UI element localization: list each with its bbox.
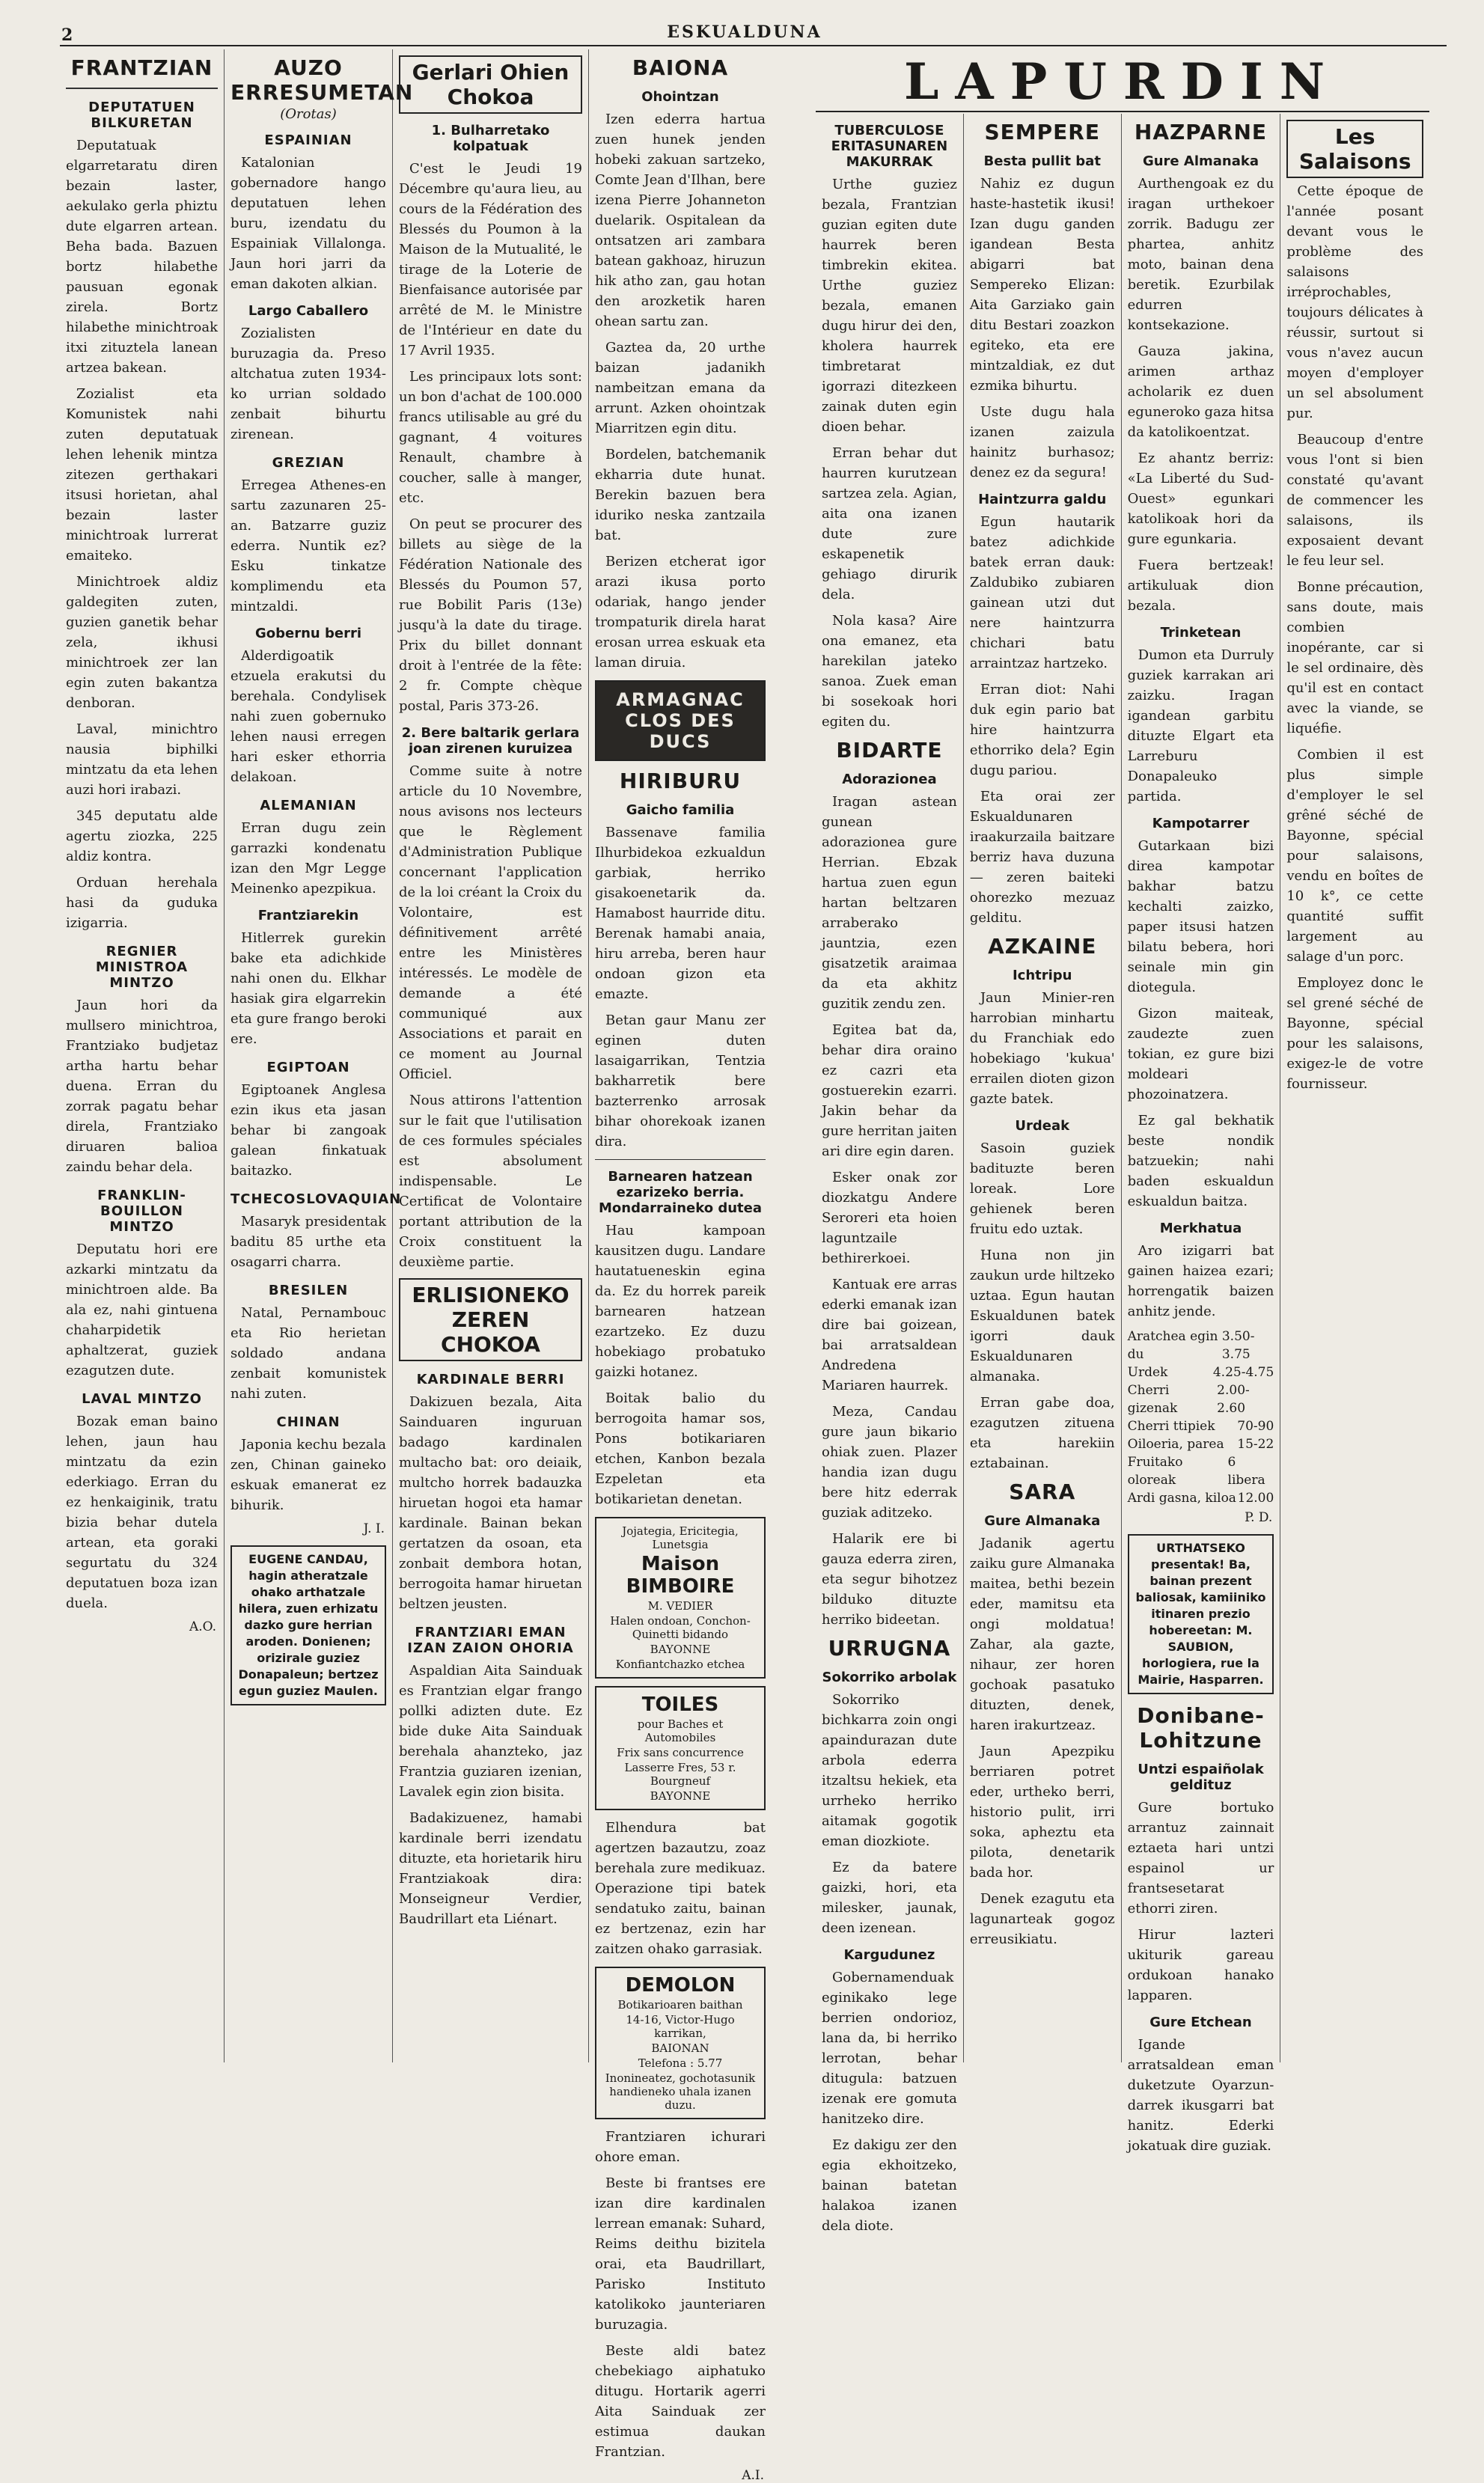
section-heading: BAIONA (632, 55, 729, 80)
paragraph: Gaztea da, 20 urthe baizan jadanikh nambeitzan emana da arrunt. Azken ohointzak Miarritzen egin ditu. (595, 340, 766, 436)
column-subtitle: (Orotas) (280, 106, 337, 122)
subheading: Gaicho familia (626, 802, 735, 818)
column-title: AUZO ERRESUMETAN (230, 55, 414, 105)
paragraph: Erran dugu zein garrazki kondenatu izan den Mgr Legge Meinenko apezpikua. (230, 820, 386, 897)
paragraph: Aspaldian Aita Sainduak es Frantzian elgar frango pollki adizten dute. Ez bide duke Aita Sainduak berehala ahanzteko, jaz Frantzia guziaren izenian, Lavalek egin zion bisita. (399, 1663, 582, 1800)
price-row (1128, 1453, 1274, 1489)
paragraph: Orduan herehala hasi da guduka izigarria. (66, 875, 218, 931)
price-item: Cherri gizenak (1127, 1383, 1178, 1416)
paragraph: Katalonian gobernadore hango deputatuen lehen buru, izendatu du Espainiak Villalonga. Jaun hori jarri da eman dakoten alkian. (230, 155, 386, 292)
bimboire-advertisement (595, 1517, 766, 1679)
section-heading: HIRIBURU (619, 769, 742, 793)
subheading: Frantziarekin (257, 908, 359, 923)
paragraph: Beaucoup d'entre vous l'ont si bien constaté qu'avant de commencer les salaisons, ils exposaient devant le feu leur sel. (1286, 432, 1423, 569)
section-heading: 2. Bere baltarik gerlara joan zirenen kuruizea (401, 725, 580, 757)
ad-line: TOILES (641, 1693, 719, 1716)
subheading: Adorazionea (842, 772, 937, 787)
section-heading: BRESILEN (268, 1283, 349, 1298)
section-heading: FRANTZIARI EMAN IZAN ZAION OHORIA (407, 1625, 574, 1656)
paragraph: Masaryk presidentak baditu 85 urthe eta osagarri charra. (230, 1214, 386, 1270)
paragraph: Erran gabe doa, ezagutzen zituena eta harekiin eztabainan. (969, 1395, 1115, 1471)
paragraph: Jaun Minier-ren harrobian minhartu du Franchiak edo hobekiago 'kukua' errailen dioten gizon gazte batek. (969, 990, 1115, 1107)
paragraph: Nahiz ez dugun haste-hastetik ikusi! Izan dugu ganden igandean Besta abigarri bat Sempereko Elizan: Aita Garziako gain ditu Bestari zoazkon egiteko, eta ere mintzaldiak, ez dut ezmika bihurtu. (969, 176, 1115, 394)
paragraph: Boitak balio du berrogoita hamar sos, Pons botikariaren etchen, Kanbon bezala Ezpeletan eta botikarietan denetan. (595, 1390, 766, 1507)
paragraph: 345 deputatu alde agertu ziozka, 225 aldiz kontra. (66, 808, 218, 864)
paragraph: Zozialist eta Komunistek nahi zuten deputatuak lehen lehenik mintza zitezen gerthakari itsusi horietan, ahal bezain laster minichtroak lurrerat emaiteko. (66, 386, 218, 564)
price-row (1128, 1417, 1274, 1435)
section-heading: Donibane-Lohitzune (1137, 1703, 1265, 1753)
ad-line: 14-16, Victor-Hugo karrikan, (626, 2013, 735, 2040)
section-heading: SARA (1009, 1479, 1076, 1504)
paragraph: Huna non jin zaukun urde hiltzeko uztaa. Egun hautan Eskualdunen batek igorri dauk Eskualdunaren almanaka. (969, 1247, 1115, 1384)
price-value: 70-90 (1237, 1419, 1274, 1434)
section-heading: Les Salaisons (1286, 120, 1423, 178)
paragraph: Nous attirons l'attention sur le fait que l'utilisation de ces formules spéciales est absolument indispensable. Le Certificat de Volontaire portant attribution de la Croix constituent la deuxième partie. (399, 1093, 582, 1270)
price-value: 12.00 (1237, 1491, 1274, 1506)
paragraph: Alderdigoatik etzuela erakutsi du berehala. Condylisek nahi zuen gobernuko lehen nausi erregen hari esker ethorria delakoan. (230, 648, 386, 785)
column-tuberculose (816, 114, 964, 2234)
paragraph: Egiptoanek Anglesa ezin ikus eta jasan behar bi zangoak galean finkatuak baitazko. (230, 1082, 386, 1179)
paragraph: Bassenave familia Ilhurbidekoa ezkualdun garbiak, herriko gisakoenetarik da. Hamabost haurride ditu. Berenak hamabi anaia, hiru arreba, beren haur ondoan gizon eta emazte. (595, 825, 766, 1002)
column-salaisons (1280, 114, 1429, 2062)
paragraph: C'est le Jeudi 19 Décembre qu'aura lieu, au cours de la Fédération des Blessés du Poumon à la Maison de la Mutualité, le tirage de la Loterie de Bienfaisance autorisée par arrêté de M. le Ministre de l'Intérieur en date du 17 Avril 1935. (399, 161, 582, 358)
column-sempere (964, 114, 1122, 2062)
ad-line: Frix sans concurrence (617, 1746, 744, 1759)
signature: J. I. (363, 1521, 385, 1536)
section-heading: URRUGNA (828, 1636, 951, 1661)
paragraph: Urthe guziez bezala, Frantzian guzian egiten dute haurrek beren timbrekin ekitea. Urthe guziez bezala, emanen dugu hirur dei den, kholera haurrek timbretarat igorrazi ditezkeen zainak duten egin dioen behar. (822, 177, 957, 435)
paragraph: Aro izigarri bat gainen haizea ezari; horrengatik baizen anhitz jende. (1127, 1243, 1274, 1319)
price-value: 6 libera (1227, 1455, 1265, 1488)
price-value: 4.25-4.75 (1212, 1365, 1274, 1380)
price-item: Oiloeria, parea (1127, 1437, 1224, 1452)
paragraph: Laval, minichtro nausia biphilki mintzatu da eta lehen auzi hori irabazi. (66, 721, 218, 798)
section-heading: SEMPERE (984, 120, 1100, 144)
subheading: Urdeak (1015, 1118, 1070, 1134)
column-title: Gerlari Ohien Chokoa (399, 55, 582, 114)
ad-line: pour Baches et Automobiles (637, 1717, 724, 1744)
section-heading: FRANKLIN-BOUILLON MINTZO (97, 1188, 186, 1235)
section-heading: DEPUTATUEN BILKURETAN (88, 100, 195, 131)
paragraph: Egun hautarik batez adichkide batek erran dauk: Zaldubiko zubiaren gainean utzi dut nere haintzurra chichari batu arraintzaz hartzeko. (969, 514, 1115, 671)
paragraph: Badakizuenez, hamabi kardinale berri izendatu dituzte, eta horietarik hiru Frantziakoak dira: Monseigneur Verdier, Baudrillart eta Liénart. (399, 1810, 582, 1927)
paragraph: Dumon eta Durruly guziek karrakan ari zaizku. Iragan igandean garbitu dituzte Elgart eta Larreburu Donapaleuko partida. (1127, 647, 1274, 804)
subheading: Gure Almanaka (984, 1513, 1101, 1529)
section-heading: 1. Bulharretako kolpatuak (431, 123, 550, 154)
paragraph: Natal, Pernambouc eta Rio herietan soldado andana zenbait komunistek nahi zuten. (230, 1305, 386, 1402)
paragraph: Beste aldi batez chebekiago aiphatuko ditugu. Hortarik agerri Aita Sainduak zer estimua daukan Frantzian. (595, 2343, 766, 2460)
column-baiona (589, 49, 772, 2483)
paragraph: Dakizuen bezala, Aita Sainduaren inguruan badago kardinalen multacho bat: oro deiaik, multcho horrek badauzka hiruetan hogoi eta hamar kardinale. Bainan bekan gertatzen da osoan, eta zonbait dembora hotan, berrogoita hamar hiruetan beltzen jeusten. (399, 1394, 582, 1612)
section-heading: EGIPTOAN (266, 1060, 350, 1075)
header-rule (60, 45, 1447, 46)
subheading: Merkhatua (1159, 1221, 1242, 1236)
ad-line: Jojategia, Ericitegia, Lunetsgia (622, 1524, 739, 1551)
armagnac-advertisement: ARMAGNAC CLOS DES DUCS (595, 680, 766, 761)
paragraph: Halarik ere bi gauza ederra ziren, eta segur bihotzez bilduko dituzte herriko bideetan. (822, 1531, 957, 1628)
subheading: Untzi espaiñolak geldituz (1138, 1762, 1264, 1793)
column-auzo-erresumetan (225, 49, 414, 2062)
paragraph: Comme suite à notre article du 10 Novembre, nous avisons nos lecteurs que le Règlement d'Administration Publique concernant l'application de la loi créant la Croix du Volontaire, est définitivement arrêté entre les Ministères intéressés. Le modèle de demande a été communiqué aux Associations et parait en ce moment au Journal Officiel. (399, 763, 582, 1082)
paragraph: Izen ederra hartua zuen hunek jenden hobeki zakuan sartzeko, Comte Jean d'Ilhan, bere izena Pierre Johanneton duelarik. Ospitalean da ontsatzen ari zambara batean gakhoaz, hiruzun hik atho zan, gau hotan den arozketik haren ohean sartu zan. (595, 112, 766, 329)
paragraph: Frantziaren ichurari ohore eman. (595, 2129, 766, 2165)
price-value: 3.50-3.75 (1221, 1329, 1255, 1362)
subheading: Gobernu berri (254, 626, 362, 641)
paragraph: Gobernamenduak eginikako lege berrien ondorioz, lana da, bi herriko lerrotan, behar ditugula: batzuen izenak ere gomuta hanitzeko dire. (822, 1970, 957, 2127)
ad-line: Botikarioaren baithan (617, 1998, 743, 2012)
column-hazparne (1122, 114, 1281, 2154)
lapurdin-banner: LAPURDIN (816, 52, 1429, 112)
section-heading: CHINAN (276, 1414, 341, 1430)
paragraph: Ez dakigu zer den egia ekhoitzeko, bainan batetan halakoa izanen dela diote. (822, 2137, 957, 2234)
ad-line: BAYONNE (650, 1789, 711, 1803)
divider (66, 88, 218, 89)
subheading: Gure Almanaka (1142, 153, 1259, 169)
paragraph: Bonne précaution, sans doute, mais combien inopérante, car si le sel ordinaire, dès qu'il est en contact avec la viande, se liquéfie. (1286, 579, 1423, 736)
price-value: 2.00-2.60 (1217, 1383, 1250, 1416)
section-heading: HAZPARNE (1134, 120, 1268, 144)
demolon-advertisement (595, 1967, 766, 2119)
price-item: Urdek (1127, 1365, 1168, 1380)
paragraph: Ez gal bekhatik beste nondik batzuekin; nahi baden eskualdun eskualdun baitza. (1127, 1113, 1274, 1209)
paragraph: Les principaux lots sont: un bon d'achat de 100.000 francs utilisable au gré du gagnant, 4 voitures Renault, chambre à coucher, salle à manger, etc. (399, 369, 582, 506)
section-heading: TCHECOSLOVAQUIAN (230, 1191, 402, 1207)
price-item: Ardi gasna, kiloa (1127, 1491, 1236, 1506)
running-title: ESKUALDUNA (667, 22, 822, 42)
toiles-advertisement (595, 1686, 766, 1810)
section-heading: GREZIAN (272, 455, 345, 471)
subheading: Sokorriko arbolak (822, 1670, 957, 1685)
subheading: Besta pullit bat (983, 153, 1101, 169)
section-heading: AZKAINE (988, 934, 1097, 959)
subheading: Largo Caballero (248, 303, 369, 319)
paragraph: Fuera bertzeak! artikuluak dion bezala. (1127, 558, 1274, 614)
paragraph: Deputatuak elgarretaratu diren bezain laster, aekulako gerla phiztu dute elgarren artean. Beha bada. Bazuen bortz hilabethe pausuan egonak zirela. Bortz hilabethe minichtroak itxi zituztela lanean artzea bakean. (66, 138, 218, 376)
ad-line: Lasserre Fres, 53 r. Bourgneuf (624, 1761, 736, 1788)
column-title: ERLISIONEKO ZEREN CHOKOA (399, 1278, 582, 1361)
paragraph: Betan gaur Manu zer eginen duten lasaigarrikan, Tentzia bakharretik bere bazterrenko arrosak bihar ohorekoak izanen dira. (595, 1013, 766, 1149)
advertisement-box: EUGENE CANDAU, hagin atheratzale ohako arthatzale hilera, zuen erhizatu dazko gure herrian aroden. Donienen; orizirale guziez Donapaleun; bertzez egun guziez Maulen. (230, 1545, 386, 1705)
paragraph: Gutarkaan bizi direa kampotar bakhar batzu kechalti zaizko, paper itsusi hatzen bilatu bebera, hori seinale min gin diotegula. (1127, 838, 1274, 995)
paragraph: Igande arratsaldean eman duketzute Oyarzun-darrek ikusgarri bat hanitz. Ederki jokatuak dire guziak. (1127, 2037, 1274, 2154)
price-item: Fruitako oloreak (1127, 1455, 1183, 1488)
paragraph: Hirur lazteri ukiturik gareau ordukoan hanako lapparen. (1127, 1927, 1274, 2003)
price-item: Cherri ttipiek (1127, 1419, 1215, 1434)
paragraph: Sokorriko bichkarra zoin ongi apaindurazan dute arbola ederra itzaltsu hekiek, eta urrheko herriko aitamak gogotik eman diozkiote. (822, 1692, 957, 1849)
section-heading: ESPAINIAN (264, 132, 352, 148)
paragraph: Bordelen, batchemanik ekharria dute hunat. Berekin bazuen bera iduriko neska zantzaila bat. (595, 447, 766, 543)
section-heading: ALEMANIAN (260, 798, 357, 813)
paragraph: Gure bortuko arrantuz zainnait eztaeta hari untzi espainol ur frantsesetarat ethorri ziren. (1127, 1800, 1274, 1917)
paragraph: Iragan astean gunean adorazionea gure Herrian. Ebzak hartua zuen egun hartan beltzaren arraberako jauntzia, ezen gisatzetik araimaa da eta akhitz guzitik zendu zen. (822, 794, 957, 1012)
price-row (1128, 1381, 1274, 1417)
paragraph: Jadanik agertu zaiku gure Almanaka maitea, bethi bezein eder, mamitsu eta ongi moldatua! Zahar, ala gazte, nihaur, zer horen gochoak pasatuko dituzten, denek, haren irakurtzeaz. (969, 1536, 1115, 1733)
paragraph: Ez ahantz berriz: «La Liberté du Sud-Ouest» egunkari katolikoak hori da gure egunkaria. (1127, 451, 1274, 547)
paragraph: Ez da batere gaizki, hori, eta milesker, jaunak, deen izenean. (822, 1860, 957, 1936)
price-row (1128, 1435, 1274, 1453)
paragraph: Hitlerrek gurekin bake eta adichkide nahi onen du. Elkhar hasiak gira elgarrekin eta gure frango beroki ere. (230, 930, 386, 1047)
paragraph: Bozak eman baino lehen, jaun hau mintzatu da ezin ederkiago. Erran du ez henkaiginik, tratu bizia behar dutela artean, eta goraki segurtatu du 324 deputatuen boza izan duela. (66, 1414, 218, 1611)
paragraph: Erran behar dut haurren kurutzean sartzea zela. Agian, aita ona izanen dute zure eskapenetik gehiago dirurik dela. (822, 445, 957, 602)
paragraph: Erran diot: Nahi duk egin pario bat hire haintzurra ethorriko dela? Egin dugu pariou. (969, 682, 1115, 778)
ad-line: Telefona : 5.77 (638, 2056, 723, 2070)
paragraph: On peut se procurer des billets au siège de la Fédération Nationale des Blessés du Poumon 57, rue Bobilit Paris (13e) jusqu'à la date du tirage. Prix du billet donnant droit à l'entrée de la fête: 2 fr. Compte chèque postal, Paris 373-26. (399, 516, 582, 714)
paragraph: Jaun hori da mullsero minichtroa, Frantziako budjetaz artha hartu behar duena. Erran du zorrak pagatu behar direla, Frantziako diruaren balioa zaindu behar dela. (66, 998, 218, 1175)
paragraph: Combien il est plus simple d'employer le sel grêné séché de Bayonne, spécial pour salaisons, vendu en boîtes de 10 k°, ce cette quantité suffit largement au salage d'un porc. (1286, 747, 1423, 965)
ad-line: BAYONNE (650, 1643, 711, 1656)
ad-line: DEMOLON (625, 1974, 736, 1997)
paragraph: Uste dugu hala izanen zaizula hainitz burhasoz; denez ez da segura! (969, 404, 1115, 480)
paragraph: Zozialisten buruzagia da. Preso altchatua zuten 1934-ko urrian soldado zenbait bihurtu zirenean. (230, 326, 386, 442)
paragraph: Cette époque de l'année posant devant vous le problème des salaisons irréprochables, toujours délicates à réussir, surtout si vous n'avez aucun moyen d'employer un sel absolument pur. (1286, 183, 1423, 421)
price-value: 15-22 (1237, 1437, 1274, 1452)
paragraph: Berizen etcherat igor arazi ikusa porto odariak, hango jender trompaturik direla harat erosan urrea eskuak eta laman diruia. (595, 554, 766, 671)
price-row (1128, 1489, 1274, 1507)
price-row (1128, 1328, 1274, 1363)
section-heading: KARDINALE BERRI (416, 1372, 565, 1387)
paragraph: Gizon maiteak, zaudezte zuen tokian, ez gure bizi moldeari phozoinatzera. (1127, 1006, 1274, 1102)
section-heading: BIDARTE (836, 738, 943, 763)
subheading: Trinketean (1160, 625, 1242, 641)
subheading: Gure Etchean (1149, 2015, 1252, 2030)
page-header (15, 0, 1469, 48)
page-number: 2 (61, 25, 73, 45)
subheading: Ichtripu (1012, 968, 1072, 983)
price-row (1128, 1363, 1274, 1381)
paragraph: Meza, Candau gure jaun bikario ohiak zuen. Plazer handia izan dugu bere hitz ederrak guziak aditzeko. (822, 1404, 957, 1521)
paragraph: Employez donc le sel grené séché de Bayonne, spécial pour les salaisons, exigez-le de votre fournisseur. (1286, 975, 1423, 1092)
ad-line: Inonineatez, gochotasunik handieneko uhala izanen duzu. (605, 2071, 756, 2112)
paragraph: Elhendura bat agertzen bazautzu, zoaz berehala zure medikuaz. Operazione tipi batek sendatuko zaitu, bainan ez bertzenaz, ezin har zaitzen ohako garrasiak. (595, 1820, 766, 1957)
paragraph: Jaun Apezpiku berriaren potret eder, urtheko berri, historio pulit, irri soka, apheztu eta pilota, denetarik bada hor. (969, 1744, 1115, 1881)
section-heading: Kargudunez (843, 1947, 935, 1963)
subheading: Ohointzan (641, 89, 719, 105)
paragraph: Esker onak zor diozkatgu Andere Seroreri eta hoien laguntzaile bethirerkoei. (822, 1170, 957, 1266)
paragraph: Nola kasa? Aire ona emanez, eta harekilan jateko sanoa. Zuek eman bi sosekoak hori egiten du. (822, 613, 957, 730)
paragraph: Aurthengoak ez du iragan urthekoer zorrik. Badugu zer phartea, anhitz moto, bainan dena beretik. Ezurbilak edurren kontsekazione. (1127, 176, 1274, 333)
price-item: Aratchea egin du (1127, 1329, 1218, 1362)
subheading: Kampotarrer (1152, 816, 1250, 831)
paragraph: Egitea bat da, behar dira oraino ez cazri eta gostuerekin ezarri. Jakin behar da gure herritan jaiten ari dire egin daren. (822, 1022, 957, 1159)
ad-line: Konfiantchazko etchea (615, 1658, 745, 1671)
ad-line: Maison BIMBOIRE (626, 1553, 735, 1598)
section-heading: TUBERCULOSE ERITASUNAREN MAKURRAK (831, 123, 948, 170)
ad-line: M. VEDIER (647, 1599, 713, 1613)
signature: A.I. (742, 2468, 764, 2483)
paragraph: Hau kampoan kausitzen dugu. Landare hautatueneskin egina da. Ez du horrek pareik barnearen hatzean ezartzeko. Ez duzu hobekiago probatuko gaizki hotanez. (595, 1223, 766, 1380)
section-heading: REGNIER MINISTROA MINTZO (95, 944, 189, 991)
section-heading: LAVAL MINTZO (82, 1391, 202, 1407)
paragraph: Gauza jakina, arimen arthaz acholarik ez duen eguneroko gaza hitsa da katolikoentzat. (1127, 343, 1274, 440)
advertisement-box: URTHATSEKO presentak! Ba, bainan prezent baliosak, kamiiniko itinaren prezio hobereetan: M. SAUBION, horlogiera, rue la Mairie, Hasparren. (1128, 1534, 1274, 1694)
column-title: FRANTZIAN (70, 55, 213, 80)
signature: P. D. (1245, 1510, 1273, 1525)
paragraph: Eta orai zer Eskualdunaren iraakurzaila baitzare berriz hava duzuna — zeren baiteki ohorezko mezuaz gelditu. (969, 789, 1115, 926)
column-frantzian (60, 49, 225, 2062)
paragraph: Japonia kechu bezala zen, Chinan gaineko eskuak emanerat ez bihurik. (230, 1437, 386, 1513)
paragraph: Erregea Athenes-en sartu zazunaren 25-an. Batzarre guziz ederra. Nuntik ez? Esku tinkatze komplimendu eta mintzaldi. (230, 477, 386, 614)
right-columns (816, 114, 1429, 2234)
paragraph: Deputatu hori ere azkarki mintzatu da minichtroen alde. Ba ala ez, nahi gintuena chaharpidetik aphaltzerat, guziek ezagutzen dute. (66, 1242, 218, 1378)
ad-line: BAIONAN (651, 2041, 709, 2055)
paragraph: Kantuak ere arras ederki emanak izan dire bai goizean, bai arratsaldean Andredena Mariaren haurrek. (822, 1277, 957, 1393)
divider (595, 1159, 766, 1160)
paragraph: Sasoin guziek badituzte beren loreak. Lore gehienek beren fruitu edo uztak. (969, 1140, 1115, 1237)
signature: A.O. (189, 1619, 216, 1634)
column-gerlari-ohien (393, 49, 589, 2062)
section-heading: Barnearen hatzean ezarizeko berria. Mondarraineko dutea (599, 1169, 762, 1216)
paragraph: Denek ezagutu eta lagunarteak gogoz erreusikiatu. (969, 1891, 1115, 1947)
paragraph: Minichtroek aldiz galdegiten zuten, guzien ganetik behar zela, ikhusi minichtroek zer lan egin zuten bakantza denboran. (66, 574, 218, 711)
subheading: Haintzurra galdu (978, 492, 1107, 507)
paragraph: Beste bi frantses ere izan dire kardinalen lerrean emanak: Suhard, Reims deithu bizitela orai, eta Baudrillart, Parisko Instituto katolikoko jaunteriaren buruzagia. (595, 2175, 766, 2333)
ad-line: Halen ondoan, Conchon-Quinetti bidando (610, 1614, 751, 1641)
